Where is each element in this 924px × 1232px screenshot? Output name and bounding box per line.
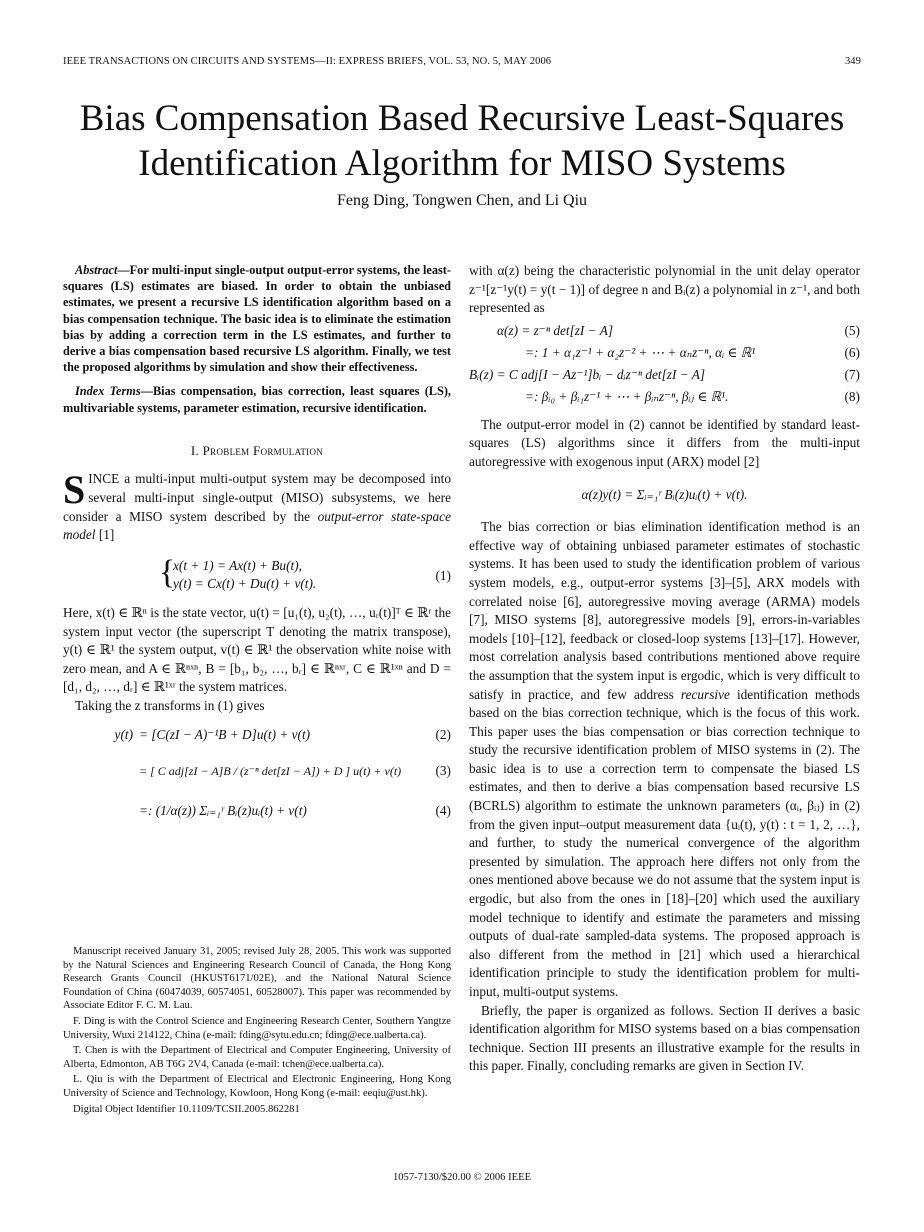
copyright-notice: 1057-7130/$20.00 © 2006 IEEE — [392, 1172, 532, 1183]
polynomial-paragraph: with α(z) being the characteristic polynomial in the unit delay operator z⁻¹[z⁻¹y(t) = y(t − 1)] of degree n and Bᵢ(z) a polynomial in z⁻¹, and both represented as — [469, 263, 860, 316]
eq7-row — [469, 366, 860, 388]
section-numeral: I. — [190, 442, 200, 458]
intro-text: INCE a multi-input multi-output system may be decomposed into several multi-input single-output (MISO) subsystems, we here consider a MISO system described by the — [63, 471, 451, 524]
z-transform-paragraph: Taking the z transforms in (1) gives — [75, 697, 265, 713]
index-terms-text: —Bias compensation, bias correction, least squares (LS), multivariable systems, parameter estimation, recursive identification. — [63, 384, 451, 415]
state-description-paragraph: Here, x(t) ∈ ℝⁿ is the state vector, u(t) = [u₁(t), u₂(t), …, uᵣ(t)]ᵀ ∈ ℝʳ the system input vector (the superscript T denoting the matrix transpose), y(t) ∈ ℝ¹ the system output, v(t) ∈ ℝ¹ the observation white noise with zero mean, and A ∈ ℝⁿˣⁿ, B = [b₁, b₂, …, bᵣ] ∈ ℝⁿˣʳ, C ∈ ℝ¹ˣⁿ and D = [d₁, d₂, …, dᵣ] ∈ ℝ¹ˣʳ the system matrices. — [63, 604, 451, 695]
abstract-label: Abstract — [75, 263, 118, 277]
brace-symbol: { — [159, 553, 176, 591]
recursive-italic: recursive — [680, 686, 730, 702]
eq3-rhs: = [ C adj[zI − A]B / (z⁻ⁿ det[zI − A]) + D ] u(t) + v(t) — [139, 763, 402, 778]
equations-2-4 — [63, 726, 451, 836]
eq5-row — [469, 322, 860, 344]
page-number: 349 — [844, 56, 861, 67]
eq4-number: (4) — [435, 802, 451, 818]
bias-correction-paragraph — [469, 518, 860, 1001]
organization-paragraph: Briefly, the paper is organized as follows. Section II derives a basic identification algorithm for MISO systems based on a bias compensation technique. Section III presents an illustrative example for the results in this paper. Finally, concluding remarks are given in Section IV. — [469, 1002, 860, 1074]
eq6-text: =: 1 + α₁z⁻¹ + α₂z⁻² + ⋯ + αₙz⁻ⁿ, αᵢ ∈ ℝ¹ — [525, 344, 756, 360]
right-column — [469, 262, 860, 1076]
footnote-chen: T. Chen is with the Department of Electrical and Computer Engineering, University of Alberta, Edmonton, AB T6G 2V4, Canada (e-mail: tchen@ece.ualberta.ca). — [63, 1045, 451, 1070]
footnote-qiu: L. Qiu is with the Department of Electrical and Electronic Engineering, Hong Kong University of Science and Technology, Kowloon, Hong Kong (e-mail: eeqiu@ust.hk). — [63, 1074, 451, 1099]
eq3-row — [63, 756, 451, 796]
running-header — [63, 56, 861, 67]
eq1-number: (1) — [435, 567, 451, 583]
eq2-lhs: y(t) — [114, 726, 133, 742]
title-line-1: Bias Compensation Based Recursive Least-Squares — [79, 98, 845, 139]
bias-text-a: The bias correction or bias elimination identification method is an effective way of obtaining unbiased parameter estimates of stochastic systems. It has been used to study the identification problem of various system models, e.g., output-error systems [3]–[5], ARX models with correlated noise [6], autoregressive moving average (ARMA) models [7], MISO systems [8], autoregressive models [9], errors-in-variables models [10]–[12], feedback or closed-loop systems [13]–[17]. However, most correlation analysis based contributions mentioned above require the assumption that the system input is ergodic, which is very difficult to satisfy in practice, and few address — [469, 519, 860, 702]
intro-paragraph — [63, 467, 451, 544]
left-column — [63, 262, 451, 846]
eq3-number: (3) — [435, 762, 451, 778]
eq1-line1: x(t + 1) = Ax(t) + Bu(t), — [173, 557, 302, 573]
footnotes — [63, 945, 451, 1118]
abstract — [63, 262, 451, 375]
eq5-number: (5) — [844, 322, 860, 338]
eq4-rhs: =: (1/α(z)) Σᵢ₌₁ʳ Bᵢ(z)uᵢ(t) + v(t) — [139, 802, 307, 818]
equations-5-8 — [469, 322, 860, 410]
eq4-row — [63, 796, 451, 836]
bias-text-b: identification methods based on the bias correction technique, which is the focus of this work. This paper uses the bias compensation or bias correction technique to study the recursive identification problem of MISO systems in (2). The basic idea is to use a correction term to compensate the biased LS estimates, and then to derive a bias compensation based recursive LS (BCRLS) algorithm to estimate the unknown parameters (αᵢ, βᵢⱼ) in (2) from the given input–output measurement data {uᵢ(t), y(t) : t = 1, 2, …}, and further, to study the numerical convergence of the algorithm presented by simulation. The approach here differs not only from the ones mentioned above because we do not assume that the system input is ergodic, but also from the ones in [18]–[20] which used the auxiliary model technique to identify and estimate the parameters and missing outputs of dual-rate sampled-data systems. The proposed approach is also different from the method in [21] which used a hierarchical identification principle to study the identification problem for multi-input, multi-output systems. — [469, 686, 860, 999]
section-heading — [63, 442, 451, 461]
eq6-number: (6) — [844, 344, 860, 360]
eq6-row — [469, 344, 860, 366]
eq7-number: (7) — [844, 366, 860, 382]
eq2-rhs: = [C(zI − A)⁻¹B + D]u(t) + v(t) — [139, 726, 311, 742]
paper-title — [40, 96, 884, 186]
footnote-manuscript: Manuscript received January 31, 2005; revised July 28, 2005. This work was supported by the Natural Sciences and Engineering Research Council of Canada, the Hong Kong Research Grants Council (HKUST6171/02E), and the National Natural Science Foundation of China (60474039, 60574051, 60528007). This paper was recommended by Associate Editor F. C. M. Lau. — [63, 946, 451, 1012]
output-error-paragraph: The output-error model in (2) cannot be identified by standard least-squares (LS) algorithms since it differs from the multi-input autoregressive with exogenous input (ARX) model [2] — [469, 416, 860, 469]
index-terms-label: Index Terms — [75, 384, 141, 399]
index-terms — [63, 383, 451, 415]
eq5-text: α(z) = z⁻ⁿ det[zI − A] — [497, 322, 614, 338]
eq1-line2: y(t) = Cx(t) + Du(t) + v(t). — [173, 576, 317, 592]
eq7-text: Bᵢ(z) = C adj[I − Az⁻¹]bᵢ − dᵢz⁻ⁿ det[zI − A] — [469, 366, 706, 382]
equation-1 — [63, 553, 451, 594]
drop-cap: S — [63, 467, 86, 513]
arx-equation: α(z)y(t) = Σᵢ₌₁ʳ Bᵢ(z)uᵢ(t) + v(t). — [581, 486, 748, 502]
title-line-2: Identification Algorithm for MISO Systems — [138, 143, 786, 184]
eq2-number: (2) — [435, 726, 451, 742]
eq8-row — [469, 388, 860, 410]
journal-name: IEEE TRANSACTIONS ON CIRCUITS AND SYSTEMS—II: EXPRESS BRIEFS, VOL. 53, NO. 5, MAY 2006 — [63, 56, 552, 67]
eq8-number: (8) — [844, 388, 860, 404]
eq8-text: =: βᵢ₀ + βᵢ₁z⁻¹ + ⋯ + βᵢₙz⁻ⁿ, βᵢⱼ ∈ ℝ¹. — [525, 388, 729, 404]
section-title: Problem Formulation — [202, 442, 324, 458]
intro-end: [1] — [95, 527, 115, 543]
abstract-text: —For multi-input single-output output-error systems, the least-squares (LS) estimates are biased. In order to obtain the unbiased estimates, we present a recursive LS identification algorithm based on a bias compensation technique. The basic idea is to eliminate the estimation bias by adding a correction term in the LS estimates, and further to derive a bias compensation based recursive LS algorithm. Finally, we test the proposed algorithms by simulation and show their effectiveness. — [63, 263, 451, 375]
eq2-row — [63, 726, 451, 756]
author-list: Feng Ding, Tongwen Chen, and Li Qiu — [336, 192, 588, 209]
footnote-ding: F. Ding is with the Control Science and Engineering Research Center, Southern Yangtze University, Wuxi 214122, China (e-mail: fding@sytu.edu.cn; fding@ece.ualberta.ca). — [63, 1015, 451, 1041]
intro-italic: output-error state-space model — [63, 508, 451, 543]
footnote-doi: Digital Object Identifier 10.1109/TCSII.2005.862281 — [73, 1103, 300, 1115]
